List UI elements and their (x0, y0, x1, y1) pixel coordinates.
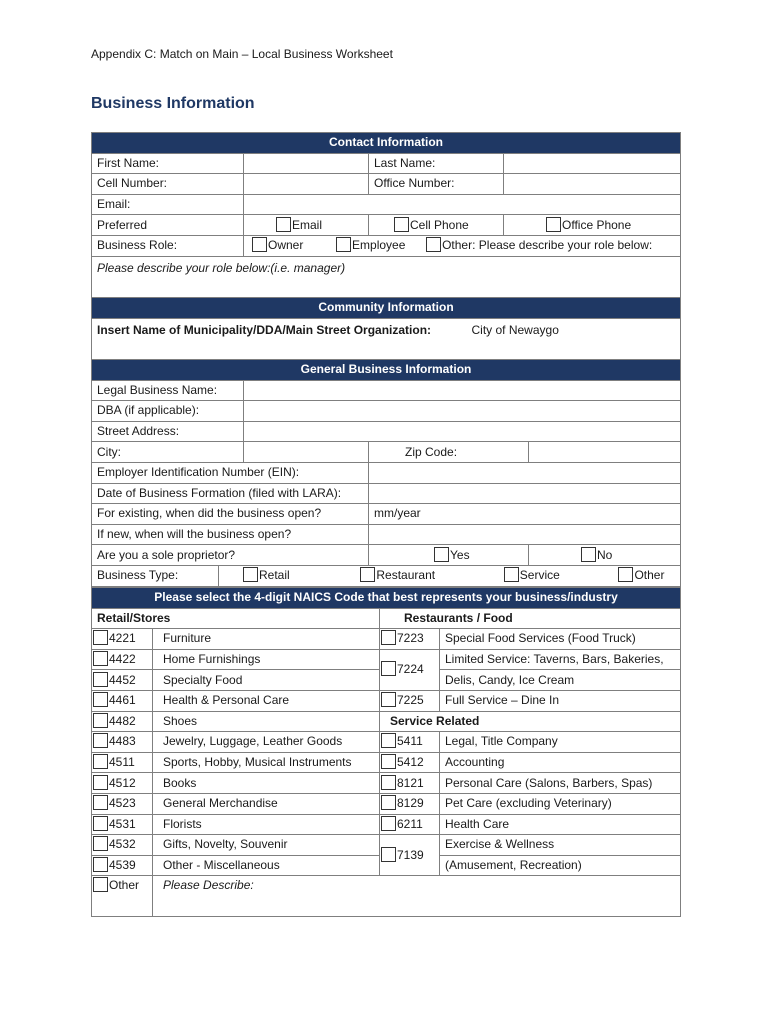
naics-checkbox[interactable] (381, 847, 396, 862)
community-header: Community Information (92, 298, 681, 319)
naics-code: 8121 (397, 775, 424, 790)
type-retail-checkbox[interactable] (243, 567, 258, 582)
naics-desc: Gifts, Novelty, Souvenir (153, 835, 380, 856)
naics-desc: Pet Care (excluding Veterinary) (440, 793, 681, 814)
naics-desc: Shoes (153, 711, 380, 732)
service-header: Service Related (380, 711, 681, 732)
naics-desc: Home Furnishings (153, 649, 380, 670)
sole-no-checkbox[interactable] (581, 547, 596, 562)
email-label: Email: (92, 194, 244, 215)
naics-code: 5412 (397, 755, 424, 770)
general-table (91, 359, 681, 587)
naics-desc: Jewelry, Luggage, Leather Goods (153, 732, 380, 753)
naics-code: 4483 (109, 734, 136, 749)
naics-code: 4452 (109, 672, 136, 687)
naics-desc: Other - Miscellaneous (153, 855, 380, 876)
naics-code: 4511 (109, 755, 135, 770)
dba-label: DBA (if applicable): (92, 401, 244, 422)
sole-proprietor-label: Are you a sole proprietor? (92, 545, 369, 566)
existing-open-field[interactable]: mm/year (369, 504, 681, 525)
naics-desc: Full Service – Dine In (440, 690, 681, 711)
email-field[interactable] (244, 194, 681, 215)
naics-desc-continued: Delis, Candy, Ice Cream (440, 670, 681, 691)
role-other-label: Other: Please describe your role below: (442, 238, 653, 253)
naics-desc: Furniture (153, 629, 380, 650)
naics-checkbox[interactable] (93, 692, 108, 707)
legal-name-field[interactable] (244, 380, 681, 401)
sole-yes-checkbox[interactable] (434, 547, 449, 562)
last-name-field[interactable] (504, 153, 681, 174)
pref-cell-checkbox[interactable] (394, 217, 409, 232)
naics-code: 4531 (109, 816, 136, 831)
first-name-label: First Name: (92, 153, 244, 174)
naics-code: 4461 (109, 693, 136, 708)
office-number-label: Office Number: (369, 174, 504, 195)
naics-checkbox[interactable] (93, 672, 108, 687)
office-number-field[interactable] (504, 174, 681, 195)
naics-checkbox[interactable] (381, 630, 396, 645)
city-label: City: (92, 442, 244, 463)
retail-header: Retail/Stores (92, 608, 380, 629)
naics-code: 7224 (397, 662, 424, 677)
contact-header: Contact Information (92, 133, 681, 154)
naics-table (91, 587, 681, 917)
type-restaurant-checkbox[interactable] (360, 567, 375, 582)
naics-checkbox[interactable] (93, 733, 108, 748)
pref-cell-label: Cell Phone (410, 217, 469, 232)
type-service-checkbox[interactable] (504, 567, 519, 582)
naics-checkbox[interactable] (381, 733, 396, 748)
pref-email-label: Email (292, 217, 323, 232)
naics-code: 4523 (109, 796, 136, 811)
municipality-label: Insert Name of Municipality/DDA/Main Street Organization: (92, 318, 467, 359)
naics-checkbox[interactable] (93, 651, 108, 666)
cell-number-label: Cell Number: (92, 174, 244, 195)
naics-checkbox[interactable] (93, 630, 108, 645)
role-other-checkbox[interactable] (426, 237, 441, 252)
naics-checkbox[interactable] (93, 877, 108, 892)
preferred-label: Preferred (92, 215, 244, 236)
naics-checkbox[interactable] (93, 754, 108, 769)
appendix-title: Appendix C: Match on Main – Local Business Worksheet (91, 47, 393, 61)
ein-label: Employer Identification Number (EIN): (92, 462, 369, 483)
pref-office-checkbox[interactable] (546, 217, 561, 232)
pref-office-label: Office Phone (562, 217, 632, 232)
formation-label: Date of Business Formation (filed with LARA): (92, 483, 369, 504)
street-label: Street Address: (92, 421, 244, 442)
naics-code: 6211 (397, 816, 423, 831)
business-type-label: Business Type: (92, 565, 219, 586)
sole-yes-label: Yes (450, 547, 470, 562)
type-other-label: Other (634, 568, 665, 583)
city-field[interactable] (244, 442, 369, 463)
naics-code: 4512 (109, 775, 136, 790)
naics-desc: Legal, Title Company (440, 732, 681, 753)
naics-code: Other (109, 878, 140, 893)
naics-desc: Health Care (440, 814, 681, 835)
role-employee-label: Employee (352, 238, 406, 253)
formation-field[interactable] (369, 483, 681, 504)
naics-desc: General Merchandise (153, 793, 380, 814)
zip-label: Zip Code: (369, 442, 529, 463)
contact-table (91, 132, 681, 298)
dba-field[interactable] (244, 401, 681, 422)
role-owner-label: Owner (268, 238, 304, 253)
naics-desc: Special Food Services (Food Truck) (440, 629, 681, 650)
role-describe-field[interactable]: Please describe your role below:(i.e. manager) (92, 256, 681, 297)
ein-field[interactable] (369, 462, 681, 483)
type-service-label: Service (519, 568, 560, 583)
naics-desc: Limited Service: Taverns, Bars, Bakeries, (440, 649, 681, 670)
naics-code: 8129 (397, 796, 424, 811)
naics-code: 7225 (397, 693, 424, 708)
naics-checkbox[interactable] (93, 795, 108, 810)
naics-checkbox[interactable] (381, 692, 396, 707)
business-role-label: Business Role: (92, 235, 244, 256)
community-table (91, 297, 681, 360)
naics-checkbox[interactable] (381, 795, 396, 810)
naics-checkbox[interactable] (381, 754, 396, 769)
type-other-checkbox[interactable] (618, 567, 633, 582)
naics-desc: Sports, Hobby, Musical Instruments (153, 752, 380, 773)
naics-desc: Accounting (440, 752, 681, 773)
naics-desc: Specialty Food (153, 670, 380, 691)
last-name-label: Last Name: (369, 153, 504, 174)
street-field[interactable] (244, 421, 681, 442)
naics-checkbox[interactable] (93, 816, 108, 831)
role-employee-checkbox[interactable] (336, 237, 351, 252)
naics-checkbox[interactable] (381, 816, 396, 831)
naics-desc: Books (153, 773, 380, 794)
first-name-field[interactable] (244, 153, 369, 174)
type-retail-label: Retail (259, 568, 290, 583)
naics-checkbox[interactable] (93, 857, 108, 872)
naics-code: 7139 (397, 847, 424, 862)
sole-no-label: No (597, 547, 613, 562)
new-open-field[interactable] (369, 524, 681, 545)
restaurants-header: Restaurants / Food (380, 608, 681, 629)
naics-code: 4422 (109, 652, 136, 667)
type-restaurant-label: Restaurant (376, 568, 436, 583)
naics-code: 4532 (109, 837, 136, 852)
naics-desc: Health & Personal Care (153, 690, 380, 711)
existing-open-label: For existing, when did the business open? (92, 504, 369, 525)
naics-desc: Florists (153, 814, 380, 835)
naics-code: 4221 (109, 631, 136, 646)
naics-desc-continued: (Amusement, Recreation) (440, 855, 681, 876)
naics-checkbox[interactable] (381, 661, 396, 676)
naics-checkbox[interactable] (381, 775, 396, 790)
naics-desc: Exercise & Wellness (440, 835, 681, 856)
naics-header: Please select the 4-digit NAICS Code that best represents your business/industry (92, 588, 681, 609)
cell-number-field[interactable] (244, 174, 369, 195)
section-title: Business Information (91, 95, 255, 112)
new-open-label: If new, when will the business open? (92, 524, 369, 545)
naics-desc: Personal Care (Salons, Barbers, Spas) (440, 773, 681, 794)
naics-checkbox[interactable] (93, 836, 108, 851)
zip-field[interactable] (529, 442, 681, 463)
naics-code: 4539 (109, 858, 136, 873)
legal-name-label: Legal Business Name: (92, 380, 244, 401)
naics-code: 5411 (397, 734, 423, 749)
naics-code: 7223 (397, 631, 424, 646)
naics-code: 4482 (109, 713, 136, 728)
naics-checkbox[interactable] (93, 775, 108, 790)
general-header: General Business Information (92, 360, 681, 381)
pref-email-checkbox[interactable] (276, 217, 291, 232)
municipality-value[interactable]: City of Newaygo (467, 318, 681, 359)
naics-checkbox[interactable] (93, 713, 108, 728)
role-owner-checkbox[interactable] (252, 237, 267, 252)
other-describe-field[interactable]: Please Describe: (153, 876, 681, 917)
